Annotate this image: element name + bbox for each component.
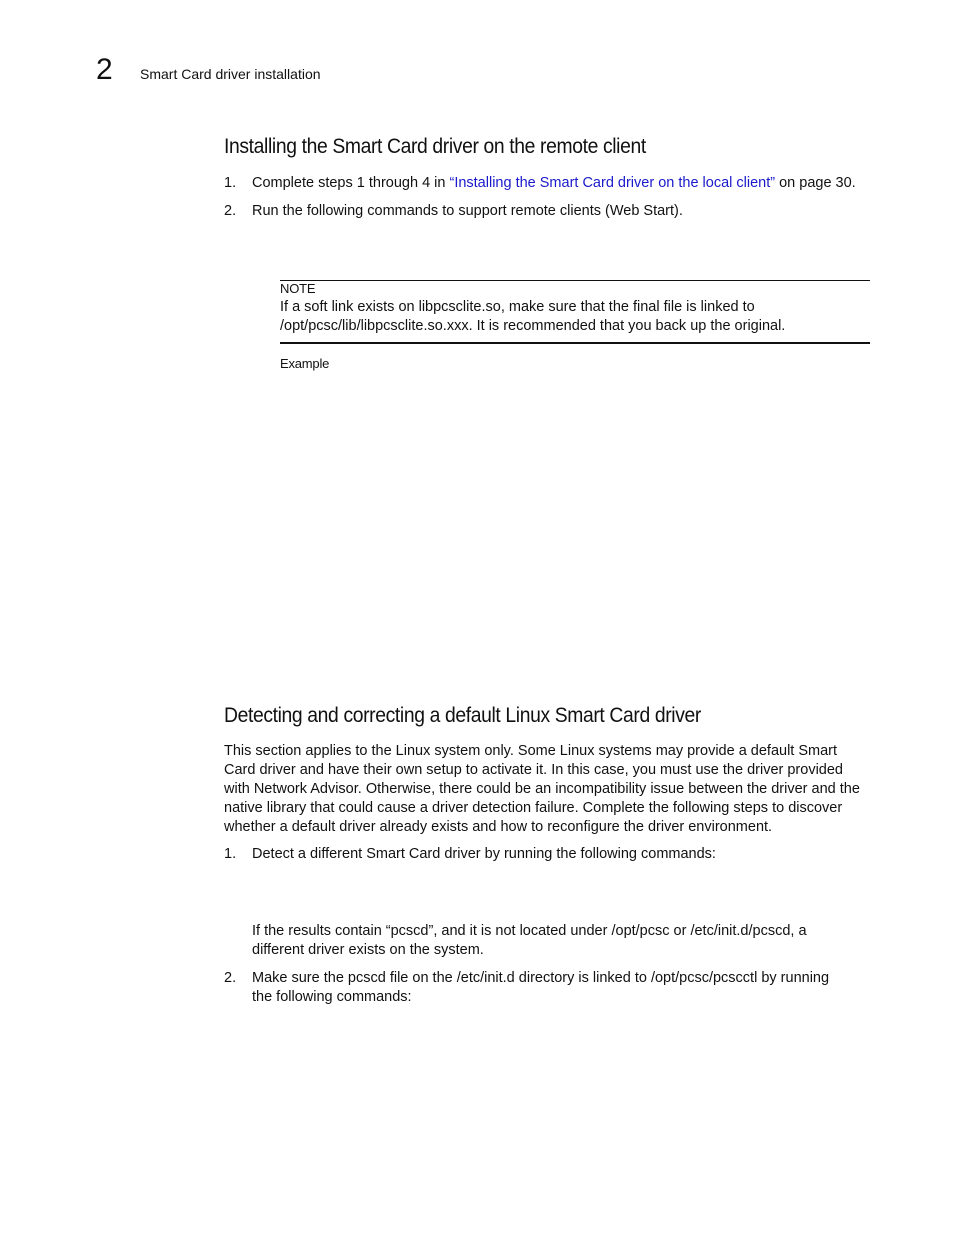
result-line: different driver exists on the system. <box>252 942 484 958</box>
note-bottom-rule <box>280 342 870 344</box>
section-intro-paragraph <box>224 742 872 837</box>
step-text: Detect a different Smart Card driver by running the following commands: <box>252 846 716 862</box>
step-number: 1. <box>224 175 237 191</box>
step-number: 1. <box>224 846 237 862</box>
step-text <box>252 969 872 1007</box>
step-line: the following commands: <box>252 989 412 1005</box>
step-text: Run the following commands to support remote clients (Web Start). <box>252 203 683 219</box>
step-number: 2. <box>224 970 237 986</box>
paragraph-line: Card driver and have their own setup to activate it. In this case, you must use the driver provided <box>224 762 843 778</box>
step-line: Make sure the pcscd file on the /etc/init.d directory is linked to /opt/pcsc/pcscctl by running <box>252 970 830 986</box>
step-text <box>252 174 872 193</box>
section-heading-detecting-driver: Detecting and correcting a default Linux Smart Card driver <box>224 704 701 727</box>
step-number: 2. <box>224 203 237 219</box>
paragraph-line: native library that could cause a driver detection failure. Complete the following steps to discover <box>224 800 843 816</box>
result-line: If the results contain “pcscd”, and it is not located under /opt/pcsc or /etc/init.d/pcscd, a <box>252 923 807 939</box>
step-text-before: Complete steps 1 through 4 in <box>252 175 450 191</box>
running-title: Smart Card driver installation <box>140 66 321 82</box>
note-line: If a soft link exists on libpcsclite.so, make sure that the final file is linked to <box>280 299 755 315</box>
chapter-number: 2 <box>96 53 113 86</box>
cross-reference-link[interactable]: “Installing the Smart Card driver on the local client” <box>449 175 776 191</box>
step-text-after: on page 30. <box>775 175 856 191</box>
paragraph-line: with Network Advisor. Otherwise, there could be an incompatibility issue between the driver and the <box>224 781 860 797</box>
note-text <box>280 298 872 336</box>
section-heading-remote-client: Installing the Smart Card driver on the remote client <box>224 135 646 158</box>
note-label: NOTE <box>280 281 316 296</box>
paragraph-line: This section applies to the Linux system only. Some Linux systems may provide a default Smart <box>224 743 838 759</box>
example-label: Example <box>280 356 330 371</box>
paragraph-line: whether a default driver already exists and how to reconfigure the driver environment. <box>224 819 773 835</box>
note-line: /opt/pcsc/lib/libpcsclite.so.xxx. It is recommended that you back up the original. <box>280 318 786 334</box>
step-result-text <box>252 922 872 960</box>
note-top-rule <box>280 280 870 281</box>
